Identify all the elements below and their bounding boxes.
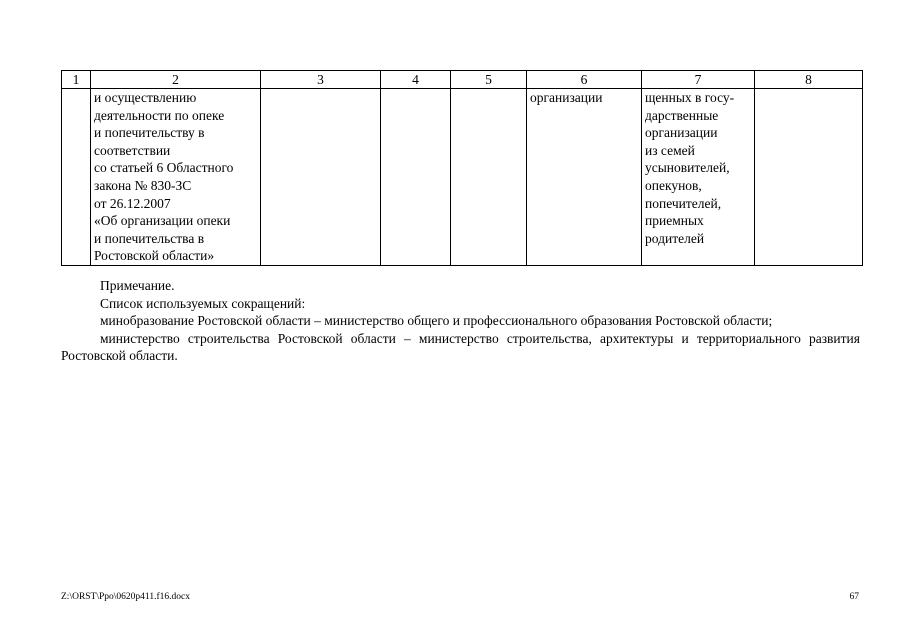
cell-line: организации xyxy=(530,90,603,105)
column-number-1: 1 xyxy=(62,71,91,89)
cell-line: со статьей 6 Областного xyxy=(94,160,234,176)
column-number-7: 7 xyxy=(642,71,755,89)
cell-line: из семей xyxy=(645,142,695,158)
column-number-3: 3 xyxy=(261,71,381,89)
cell-line: приемных xyxy=(645,213,704,229)
cell-line: «Об организации опеки xyxy=(94,213,231,229)
data-table xyxy=(61,70,863,266)
table-cell-col8 xyxy=(755,89,863,266)
cell-line: усыновителей, xyxy=(645,160,730,176)
column-number-2: 2 xyxy=(91,71,261,89)
cell-line: и попечительству в xyxy=(94,125,205,141)
footer-file-path: Z:\ORST\Ppo\0620p411.f16.docx xyxy=(61,592,190,602)
column-number-6: 6 xyxy=(527,71,642,89)
table-cell-col1 xyxy=(62,89,91,266)
column-number-4: 4 xyxy=(381,71,451,89)
cell-line: деятельности по опеке xyxy=(94,107,225,123)
cell-line: щенных в госу- xyxy=(645,90,735,105)
cell-line: опекунов, xyxy=(645,177,702,193)
table-cell-col7 xyxy=(642,89,755,266)
notes-section xyxy=(61,277,860,365)
cell-line: дарственные xyxy=(645,107,719,123)
table-cell-col2 xyxy=(91,89,261,266)
column-number-8: 8 xyxy=(755,71,863,89)
table-cell-col5 xyxy=(451,89,527,266)
abbreviation-item: минобразование Ростовской области – министерство общего и профессионального образования Ростовской области; xyxy=(100,313,773,329)
footer-page-number: 67 xyxy=(849,592,859,602)
cell-line: закона № 830-ЗС xyxy=(94,177,192,193)
table-cell-col6 xyxy=(527,89,642,266)
cell-line: и попечительства в xyxy=(94,230,205,246)
cell-line: и осуществлению xyxy=(94,90,197,105)
cell-line: соответствии xyxy=(94,142,171,158)
notes-title: Примечание. xyxy=(100,278,175,293)
column-number-5: 5 xyxy=(451,71,527,89)
cell-line: Ростовской области» xyxy=(94,248,215,264)
cell-line: попечителей, xyxy=(645,195,722,211)
table-header-row xyxy=(62,71,863,89)
abbreviation-item: министерство строительства Ростовской области – министерство строительства, архитектуры и территориального развития Ростовской области. xyxy=(61,330,860,364)
cell-line: родителей xyxy=(645,230,705,246)
table-cell-col3 xyxy=(261,89,381,266)
cell-line: от 26.12.2007 xyxy=(94,195,171,211)
table-cell-col4 xyxy=(381,89,451,266)
cell-line: организации xyxy=(645,125,718,141)
abbreviations-heading: Список используемых сокращений: xyxy=(100,295,306,311)
table-row xyxy=(62,89,863,266)
